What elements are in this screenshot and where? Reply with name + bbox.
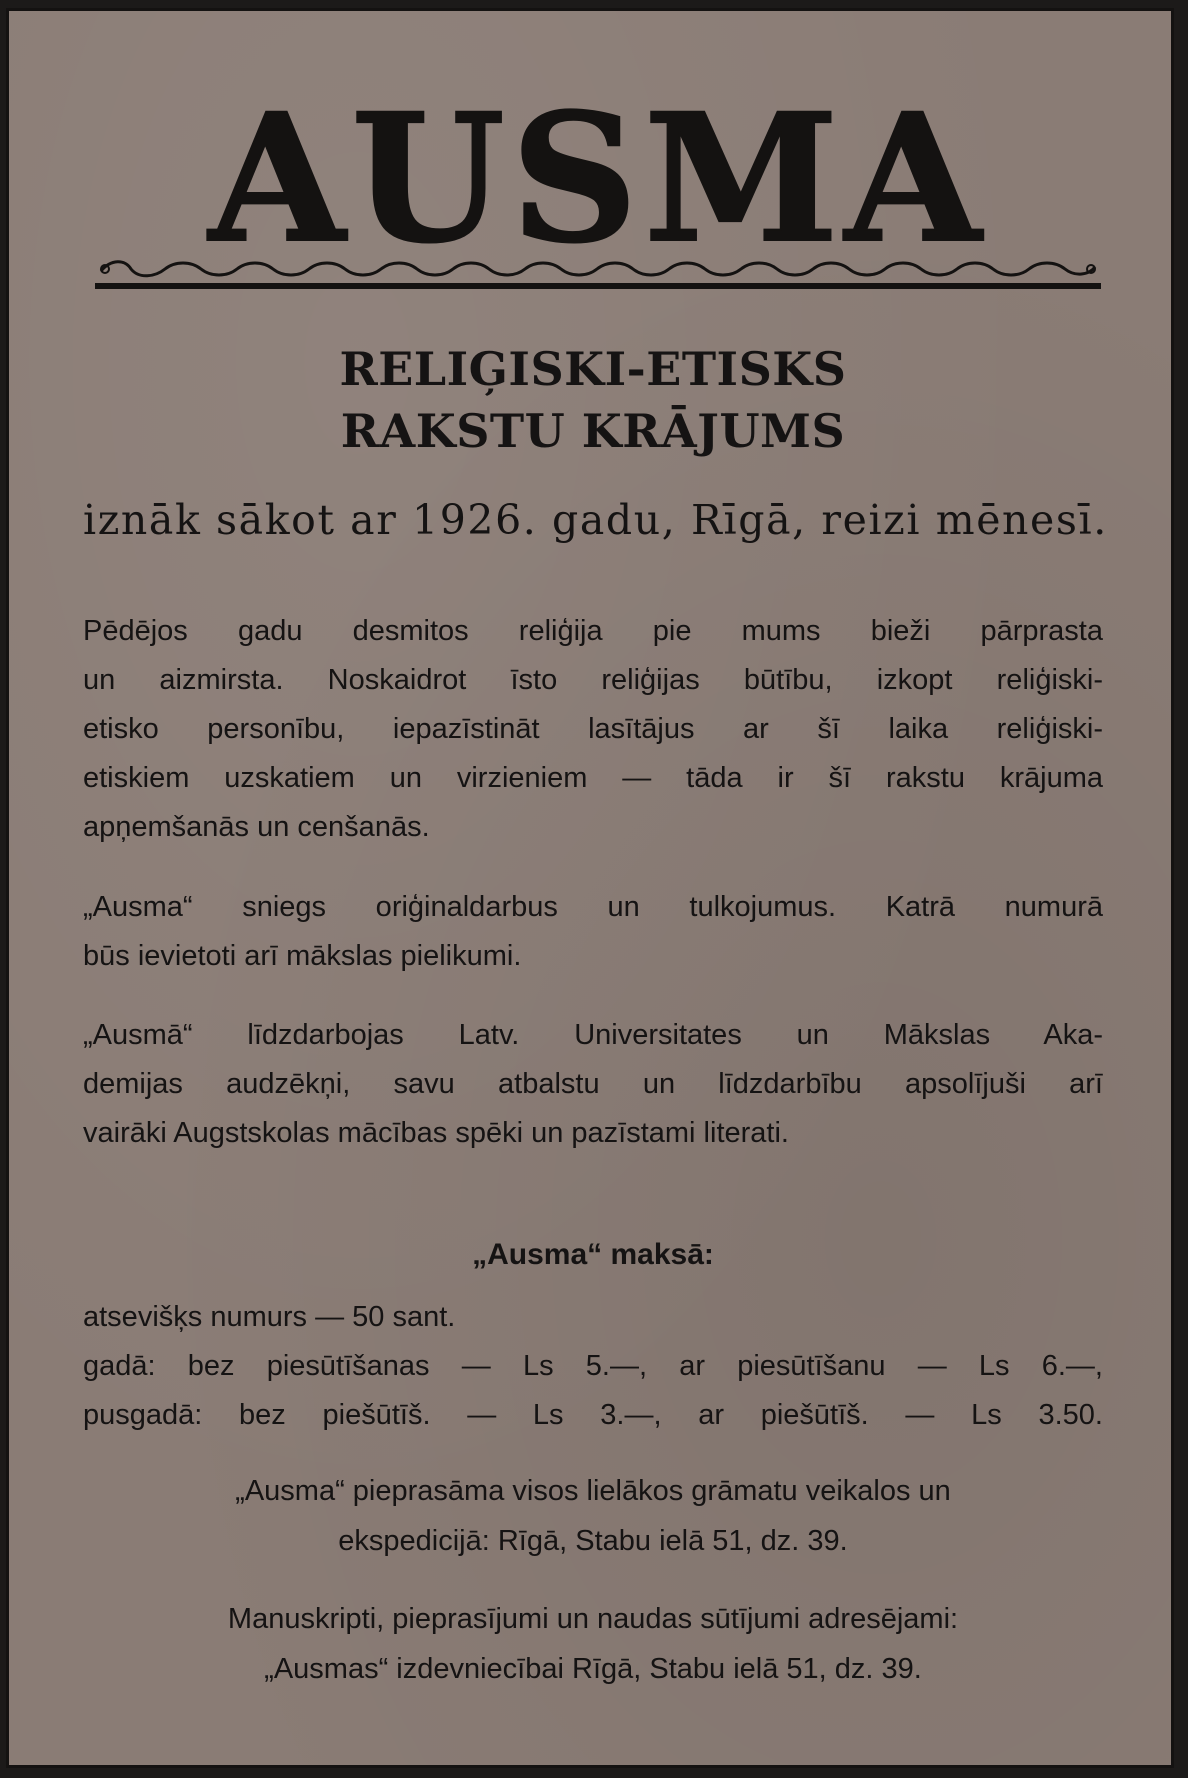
subtitle: iznāk sākot ar 1926. gadu, Rīgā, reizi mēnesī. <box>83 496 1108 544</box>
paragraph-1 <box>83 607 1103 852</box>
paragraph-3-line: demijas audzēkņi, savu atbalstu un līdzdarbību apsolījuši arī <box>83 1068 1103 1100</box>
pricing-list <box>83 1293 1103 1440</box>
advertisement-page <box>6 8 1174 1768</box>
paragraph-2 <box>83 883 1103 981</box>
availability-line: ekspedicijā: Rīgā, Stabu ielā 51, dz. 39. <box>338 1525 848 1557</box>
paragraph-1-line: etiskiem uzskatiem un virzieniem — tāda ir šī rakstu krājuma <box>83 762 1103 794</box>
paragraph-1-line: un aizmirsta. Noskaidrot īsto reliģijas būtību, izkopt reliģiski- <box>83 664 1103 696</box>
paragraph-3-line: vairāki Augstskolas mācības spēki un pazīstami literati. <box>83 1117 789 1149</box>
paragraph-1-line: etisko personību, iepazīstināt lasītājus ar šī laika reliģiski- <box>83 713 1103 745</box>
heading-line-2: RAKSTU KRĀJUMS <box>340 404 846 458</box>
manuscripts-line: „Ausmas“ izdevniecībai Rīgā, Stabu ielā 51, dz. 39. <box>264 1653 922 1685</box>
manuscripts-line: Manuskripti, pieprasījumi un naudas sūtījumi adresējami: <box>227 1603 959 1635</box>
pricing-line: gadā: bez piesūtīšanas — Ls 5.—, ar piesūtīšanu — Ls 6.—, <box>83 1350 1103 1382</box>
pricing-heading: „Ausma“ maksā: <box>472 1238 714 1271</box>
paragraph-1-line: Pēdējos gadu desmitos reliģija pie mums bieži pārprasta <box>83 615 1103 647</box>
paragraph-3 <box>83 1011 1103 1158</box>
paragraph-2-line: „Ausma“ sniegs oriģinaldarbus un tulkojumus. Katrā numurā <box>83 891 1103 923</box>
pricing-line: pusgadā: bez piešūtīš. — Ls 3.—, ar piešūtīš. — Ls 3.50. <box>83 1399 1103 1431</box>
masthead <box>95 75 1101 283</box>
availability-line: „Ausma“ pieprasāma visos lielākos grāmatu veikalos un <box>235 1475 951 1507</box>
paragraph-3-line: „Ausmā“ līdzdarbojas Latv. Universitates un Mākslas Aka- <box>83 1019 1103 1051</box>
pricing-line: atsevišķs numurs — 50 sant. <box>83 1301 456 1333</box>
paragraph-1-line: apņemšanās un cenšanās. <box>83 811 430 843</box>
ornamental-rule <box>95 257 1101 291</box>
heading-line-1: RELIĢISKI-ETISKS <box>339 342 847 396</box>
masthead-title: AUSMA <box>208 75 988 282</box>
paragraph-2-line: būs ievietoti arī mākslas pielikumi. <box>83 940 522 972</box>
